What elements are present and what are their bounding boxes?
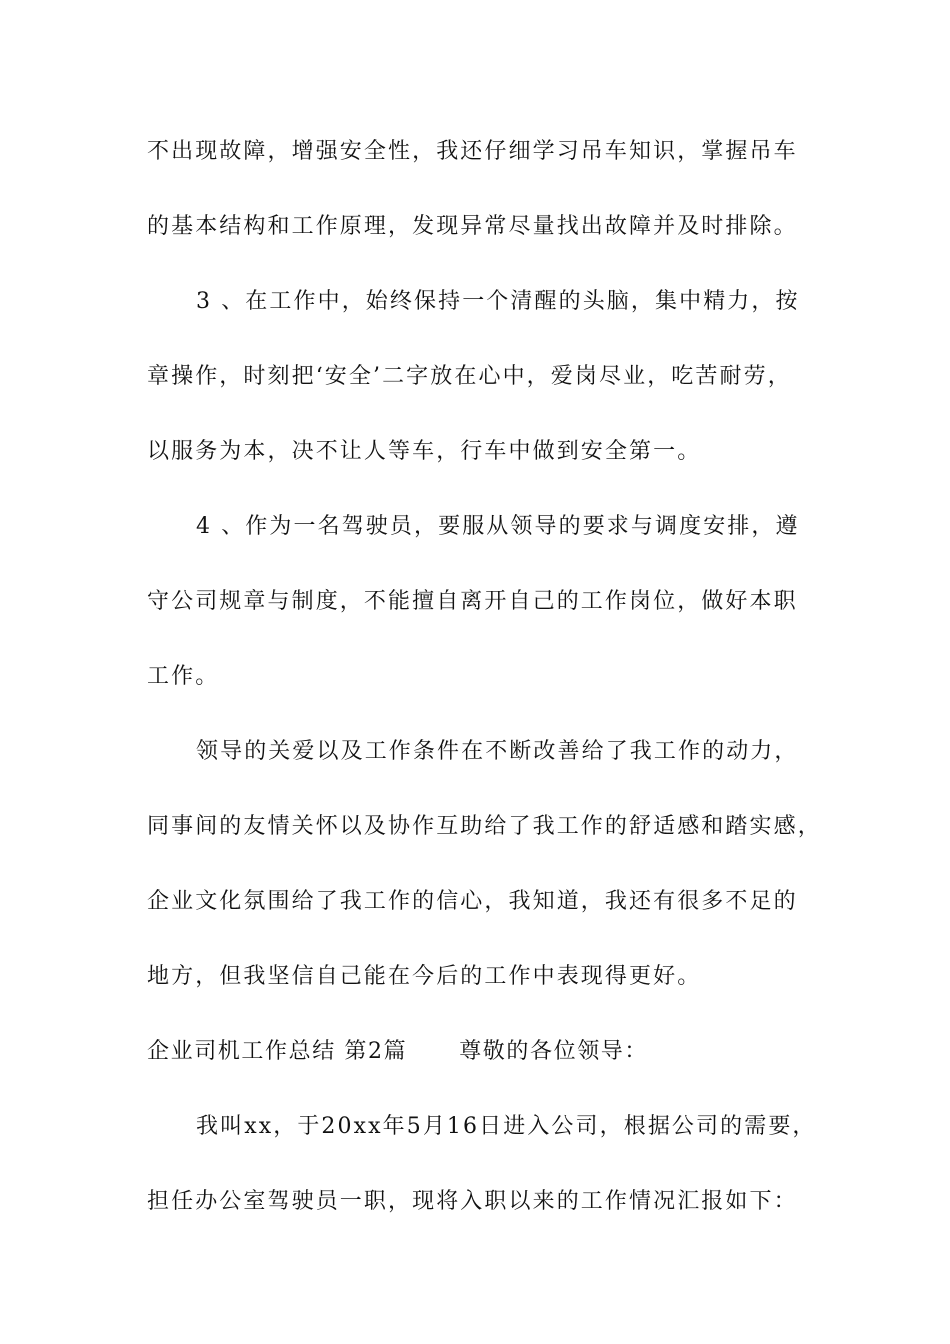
text-line: 守公司规章与制度，不能擅自离开自己的工作岗位，做好本职 [147, 589, 798, 614]
text-line: 以服务为本，决不让人等车，行车中做到安全第一。 [147, 439, 702, 464]
text-line: 企业文化氛围给了我工作的信心，我知道，我还有很多不足的 [147, 889, 798, 914]
paragraph-start-line: 领导的关爱以及工作条件在不断改善给了我工作的动力， [196, 739, 799, 764]
paragraph-start-line: 4 、作为一名驾驶员，要服从领导的要求与调度安排，遵 [196, 514, 800, 539]
salutation: 尊敬的各位领导： [459, 1039, 649, 1064]
text-line: 不出现故障，增强安全性，我还仔细学习吊车知识，掌握吊车 [147, 139, 798, 164]
text-line: 章操作，时刻把‘安全’二字放在心中，爱岗尽业，吃苦耐劳， [147, 364, 792, 389]
section-title: 企业司机工作总结 第2篇 [147, 1039, 408, 1064]
text-line: 工作。 [147, 664, 220, 689]
text-line: 担任办公室驾驶员一职，现将入职以来的工作情况汇报如下： [147, 1189, 798, 1214]
paragraph-start-line: 我叫xx，于20xx年5月16日进入公司，根据公司的需要， [196, 1114, 817, 1139]
section-heading [147, 1037, 827, 1067]
paragraph-start-line: 3 、在工作中，始终保持一个清醒的头脑，集中精力，按 [196, 289, 800, 314]
text-line: 的基本结构和工作原理，发现异常尽量找出故障并及时排除。 [147, 214, 798, 239]
text-line: 地方，但我坚信自己能在今后的工作中表现得更好。 [147, 964, 702, 989]
text-line: 同事间的友情关怀以及协作互助给了我工作的舒适感和踏实感， [147, 814, 822, 839]
